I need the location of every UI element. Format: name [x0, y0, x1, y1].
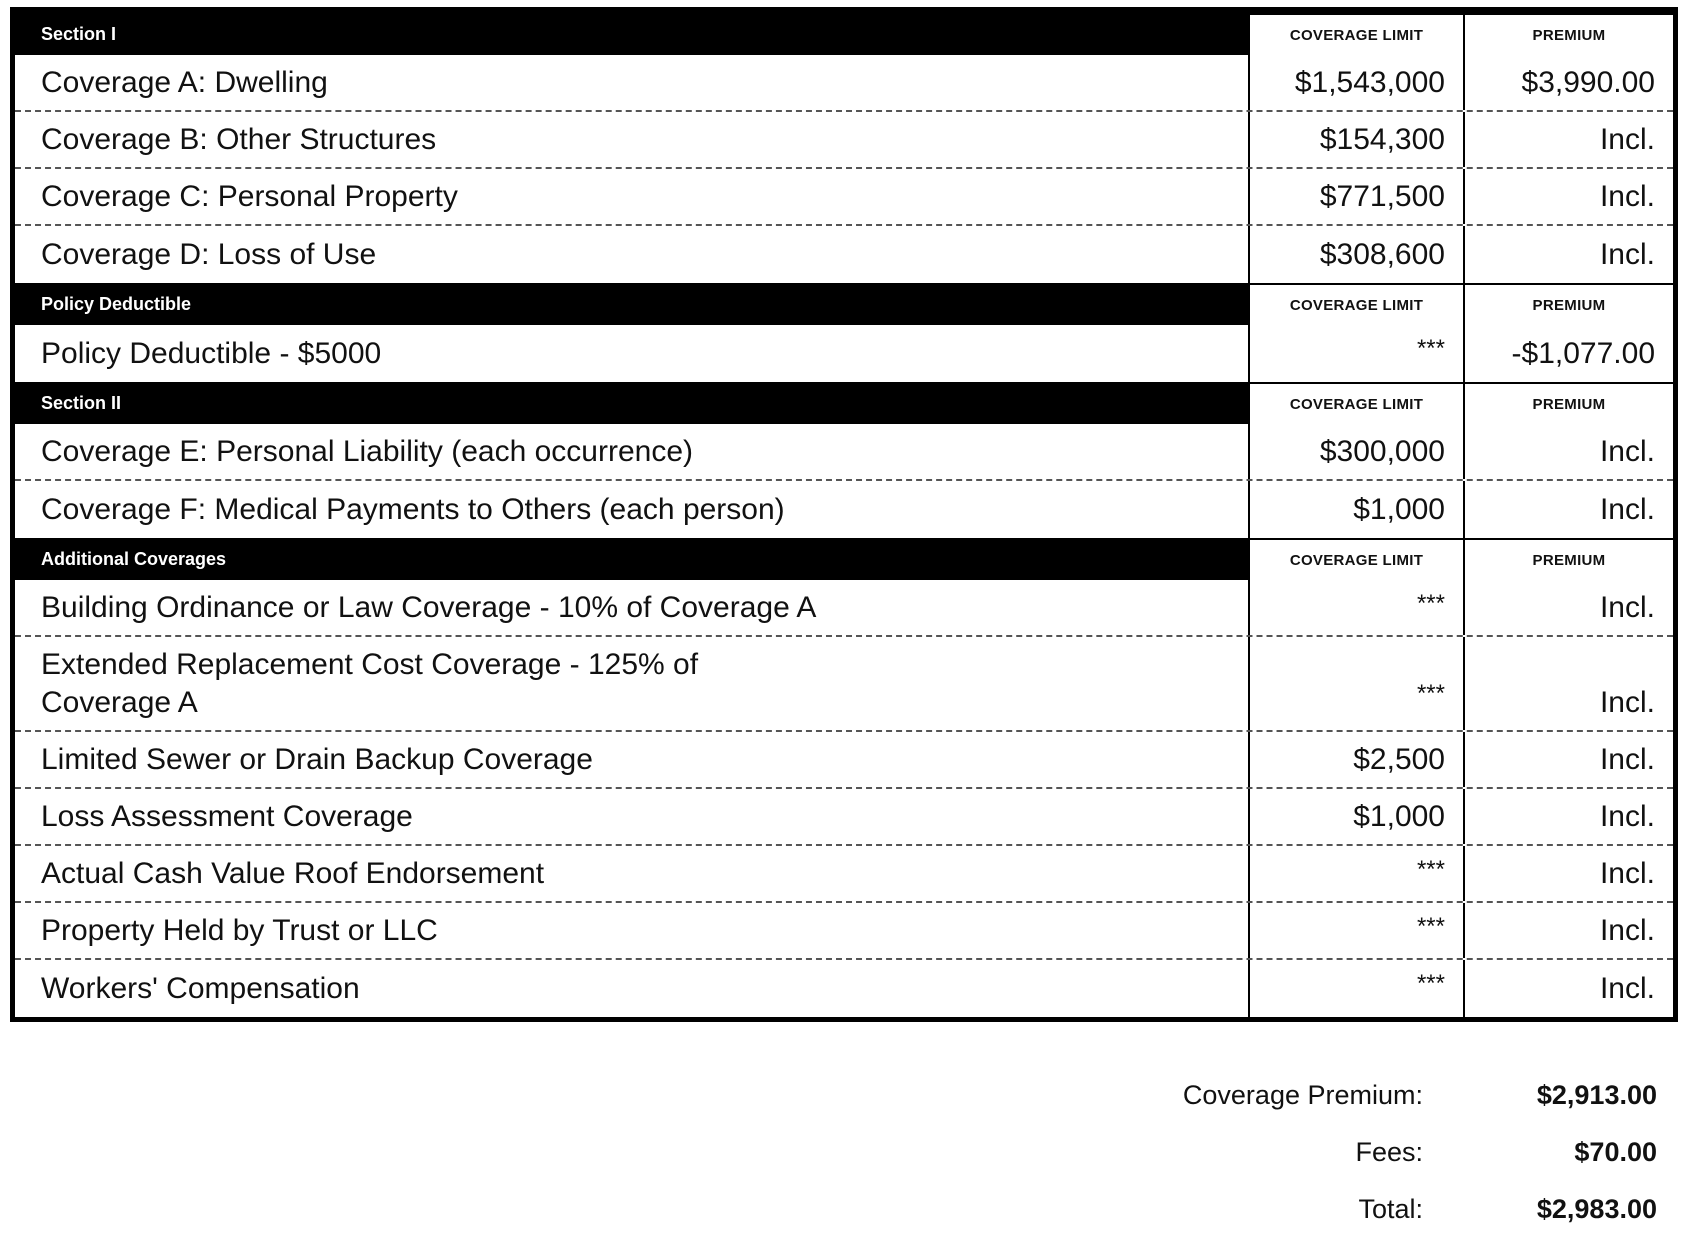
section-title: Policy Deductible — [41, 293, 192, 314]
coverage-description-text: Extended Replacement Cost Coverage - 125% of Coverage A — [41, 647, 699, 719]
coverage-premium: -$1,077.00 — [1463, 325, 1673, 382]
coverage-limit: *** — [1248, 637, 1463, 730]
coverage-premium: Incl. — [1463, 424, 1673, 479]
coverage-premium: Incl. — [1463, 846, 1673, 901]
summary-label: Fees: — [1355, 1137, 1423, 1167]
premium-header: PREMIUM — [1463, 283, 1673, 325]
coverage-premium: Incl. — [1463, 580, 1673, 635]
coverage-premium: Incl. — [1463, 112, 1673, 167]
premium-header: PREMIUM — [1463, 538, 1673, 580]
section-header-policy-deductible — [15, 283, 1673, 325]
table-row — [15, 960, 1673, 1017]
fees-total — [0, 1137, 1685, 1177]
premium-header: PREMIUM — [1463, 382, 1673, 424]
table-row — [15, 637, 1673, 732]
section-header-additional-coverages — [15, 538, 1673, 580]
coverage-premium: $3,990.00 — [1463, 55, 1673, 110]
coverage-premium: Incl. — [1463, 481, 1673, 538]
coverage-limit: $1,000 — [1248, 789, 1463, 844]
coverage-description: Building Ordinance or Law Coverage - 10% of Coverage A — [41, 590, 817, 624]
coverage-limit: $154,300 — [1248, 112, 1463, 167]
coverage-description: Policy Deductible - $5000 — [41, 336, 382, 370]
coverage-limit: $1,000 — [1248, 481, 1463, 538]
coverage-limit: $308,600 — [1248, 226, 1463, 283]
table-row — [15, 226, 1673, 283]
section-title: Additional Coverages — [41, 548, 227, 569]
coverage-limit-header: COVERAGE LIMIT — [1248, 13, 1463, 55]
table-row — [15, 55, 1673, 112]
summary-label: Coverage Premium: — [1182, 1080, 1423, 1110]
table-row — [15, 789, 1673, 846]
coverage-limit: *** — [1248, 903, 1463, 958]
coverage-description: Coverage D: Loss of Use — [41, 237, 377, 271]
coverage-description: Loss Assessment Coverage — [41, 799, 413, 833]
coverage-limit-header: COVERAGE LIMIT — [1248, 382, 1463, 424]
coverage-premium: Incl. — [1463, 903, 1673, 958]
coverage-limit-header: COVERAGE LIMIT — [1248, 283, 1463, 325]
coverage-limit: *** — [1248, 325, 1463, 382]
table-row — [15, 169, 1673, 226]
coverage-description: Coverage C: Personal Property — [41, 179, 458, 213]
table-row — [15, 732, 1673, 789]
table-row — [15, 903, 1673, 960]
coverage-description: Limited Sewer or Drain Backup Coverage — [41, 742, 593, 776]
coverage-description: Coverage B: Other Structures — [41, 122, 437, 156]
table-row — [15, 580, 1673, 637]
section-header-section-i — [15, 13, 1673, 55]
coverage-limit: *** — [1248, 846, 1463, 901]
coverage-limit: $300,000 — [1248, 424, 1463, 479]
premium-header: PREMIUM — [1463, 13, 1673, 55]
section-title: Section II — [41, 392, 122, 413]
coverage-description — [15, 637, 1248, 730]
section-header-section-ii — [15, 382, 1673, 424]
coverage-premium: Incl. — [1463, 169, 1673, 224]
coverage-limit: *** — [1248, 960, 1463, 1017]
coverage-limit: *** — [1248, 580, 1463, 635]
coverage-premium: Incl. — [1463, 789, 1673, 844]
summary-value: $2,983.00 — [1536, 1194, 1657, 1224]
coverage-description: Property Held by Trust or LLC — [41, 913, 438, 947]
table-row — [15, 112, 1673, 169]
summary-value: $2,913.00 — [1536, 1080, 1657, 1110]
coverage-limit: $771,500 — [1248, 169, 1463, 224]
coverage-premium: Incl. — [1463, 732, 1673, 787]
coverage-premium: Incl. — [1463, 960, 1673, 1017]
coverage-description: Workers' Compensation — [41, 971, 360, 1005]
table-row — [15, 424, 1673, 481]
section-title: Section I — [41, 23, 117, 44]
grand-total — [0, 1194, 1685, 1234]
coverage-premium: Incl. — [1463, 637, 1673, 730]
coverage-premium: Incl. — [1463, 226, 1673, 283]
coverage-limit: $2,500 — [1248, 732, 1463, 787]
coverage-description: Coverage A: Dwelling — [41, 65, 328, 99]
coverage-limit-header: COVERAGE LIMIT — [1248, 538, 1463, 580]
table-row — [15, 846, 1673, 903]
coverage-description: Coverage E: Personal Liability (each occurrence) — [41, 434, 693, 468]
table-row — [15, 325, 1673, 382]
summary-label: Total: — [1358, 1194, 1423, 1224]
coverage-description: Coverage F: Medical Payments to Others (each person) — [41, 492, 785, 526]
coverage-description: Actual Cash Value Roof Endorsement — [41, 856, 545, 890]
table-row — [15, 481, 1673, 538]
coverage-premium-total — [0, 1080, 1685, 1120]
coverage-limit: $1,543,000 — [1248, 55, 1463, 110]
coverage-table — [10, 7, 1678, 1022]
summary-value: $70.00 — [1574, 1137, 1657, 1167]
